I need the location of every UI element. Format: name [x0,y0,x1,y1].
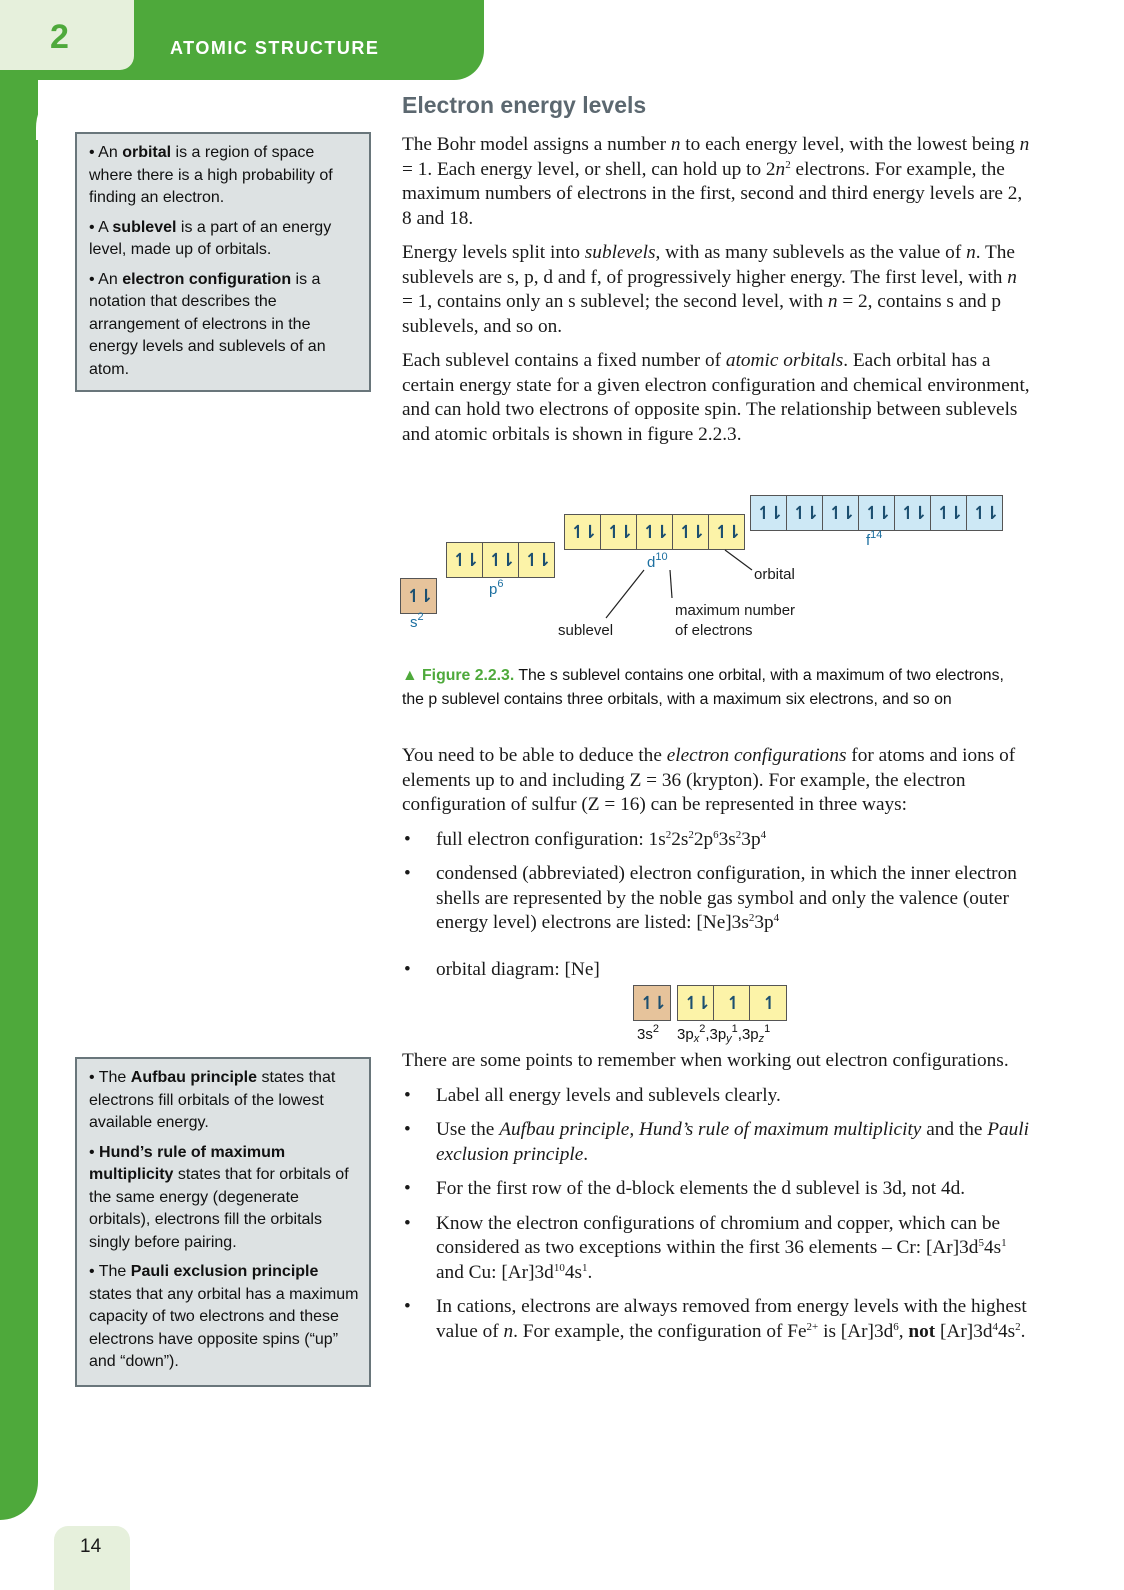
orbital-box-3py: ↿ [713,985,751,1021]
electron-pair-arrows: ↿⇂ [756,502,781,524]
label-3p: $3p_x^2,3p_y^1,3p_z^1$ [677,1023,771,1045]
s-label: $s^2$ [410,611,424,631]
list-item: • Use the Aufbau principle, Hund’s rule of maximum multiplicity and the Pauli exclusion principle. [404,1119,1030,1165]
chapter-number: 2 [50,18,69,56]
figure-sublevel-orbitals [400,490,1040,655]
label-3s: $3s^2$ [637,1023,659,1043]
definition-hund: • Hund’s rule of maximum multiplicity states that for orbitals of the same energy (degenerate orbitals), electrons fill the orbitals singly before pairing. [89,1143,349,1251]
definition-aufbau: • The Aufbau principle states that electrons fill orbitals of the lowest available energy. [89,1069,336,1131]
list-item: • orbital diagram: [Ne] [404,958,600,980]
body-bottom [402,1049,1032,1354]
section-heading: Electron energy levels [402,92,647,118]
electron-pair-arrows: ↿⇂ [642,521,667,543]
list-item: • For the first row of the d-block elements the d sublevel is 3d, not 4d. [404,1178,966,1199]
electron-pair-arrows: ↿⇂ [864,502,889,524]
paragraph-bohr: The Bohr model assigns a number n to each energy level, with the lowest being n = 1. Each energy level, or shell, can hold up to $2n^2$ electrons. For example, the maximum numbers of electrons in the first, second and third energy levels are 2, 8 and 18. [402,134,1030,229]
paragraph-deduce: You need to be able to deduce the electron configurations for atoms and ions of elements up to and including Z = 36 (krypton). For example, the electron configuration of sulfur (Z = 16) can be represented in three ways: [402,745,1016,815]
sulfur-config-list [402,828,1032,983]
definition-orbital: • An orbital is a region of space where there is a high probability of finding an electron. [89,144,333,206]
f-label: $f^{14}$ [866,529,883,549]
electron-pair-arrows: ↿⇂ [524,549,549,571]
sublevel-leader-line [606,570,644,618]
definition-box-2 [75,1057,371,1387]
electron-pair-arrows: ↿⇂ [714,521,739,543]
definition-electron-configuration: • An electron configuration is a notation that describes the arrangement of electrons in the energy levels and sublevels of an atom. [89,270,326,378]
electron-pair-arrows: ↿⇂ [900,502,925,524]
paragraph-points: There are some points to remember when working out electron configurations. [402,1050,1009,1071]
list-item: • condensed (abbreviated) electron configuration, in which the inner electron shells are represented by the noble gas symbol and only the valence (outer energy level) electrons are listed: $[Ne]3s^23p^4$ [404,863,1017,933]
green-margin-bar [0,60,38,1520]
electron-pair-arrows: ↿⇂ [452,549,477,571]
d-label: $d^{10}$ [647,551,668,571]
electron-pair-arrows: ↿⇂ [406,585,431,607]
points-list [402,1084,1032,1345]
electron-pair-arrows: ↿⇂ [678,521,703,543]
body-top [402,133,1032,457]
paragraph-sublevels: Energy levels split into sublevels, with as many sublevels as the value of n. The sublevels are s, p, d and f, of progressively higher energy. The first level, with n = 1, contains only an s sublevel; the second level, with n = 2, contains s and p sublevels, and so on. [402,242,1017,337]
caption-label: Figure 2.2.3. [422,667,515,684]
list-item: • Know the electron configurations of chromium and copper, which can be considered as two exceptions within the first 36 elements – Cr: $[Ar]3d^54s^1$ and Cu: $[Ar]3d^{10}4s^1$. [404,1212,1007,1283]
orbital-leader-line [725,550,752,570]
p-label: $p^6$ [489,578,504,598]
electron-pair-arrows: ↿⇂ [606,521,631,543]
chapter-title: ATOMIC STRUCTURE [170,38,380,58]
max-electrons-label-1: maximum number [675,602,796,619]
page-number: 14 [80,1536,102,1557]
electron-pair-arrows: ↿⇂ [570,521,595,543]
definition-pauli: • The Pauli exclusion principle states that any orbital has a maximum capacity of two electrons and these electrons have opposite spins (“up” and “down”). [89,1263,359,1370]
figure-caption: ▲ Figure 2.2.3. The s sublevel contains one orbital, with a maximum of two electrons, the p sublevel contains three orbitals, with a maximum six electrons, and so on [402,667,1004,708]
body-middle [402,744,1032,992]
list-item: • full electron configuration: $1s^22s^22p^63s^23p^4$ [404,828,767,850]
page-corner [36,80,96,140]
max-electrons-label-2: of electrons [675,622,753,639]
definition-sublevel: • A sublevel is a part of an energy level, made up of orbitals. [89,218,332,258]
orbital-box-3px: ↿⇂ [677,985,715,1021]
electron-pair-arrows: ↿⇂ [936,502,961,524]
orbital-label: orbital [754,566,795,583]
electron-pair-arrows: ↿⇂ [972,502,997,524]
list-item: • In cations, electrons are always removed from energy levels with the highest value of n. For example, the configuration of $Fe^{2+}$ is $[Ar]3d^6$, not $[Ar]3d^44s^2$. [404,1296,1027,1342]
max-electrons-leader-line [670,570,672,598]
sublevel-label: sublevel [558,622,614,639]
definition-box-1 [75,132,371,392]
paragraph-orbitals: Each sublevel contains a fixed number of atomic orbitals. Each orbital has a certain energy state for a given electron configuration and chemical environment, and can hold two electrons of opposite spin. The relationship between sublevels and atomic orbitals is shown in figure 2.2.3. [402,350,1030,445]
electron-pair-arrows: ↿⇂ [828,502,853,524]
list-item: • Label all energy levels and sublevels clearly. [404,1084,781,1106]
electron-pair-arrows: ↿⇂ [792,502,817,524]
orbital-box-3pz: ↿ [749,985,787,1021]
caption-triangle-icon: ▲ [402,667,418,684]
electron-pair-arrows: ↿⇂ [488,549,513,571]
orbital-box-3s: ↿⇂ [633,985,671,1021]
